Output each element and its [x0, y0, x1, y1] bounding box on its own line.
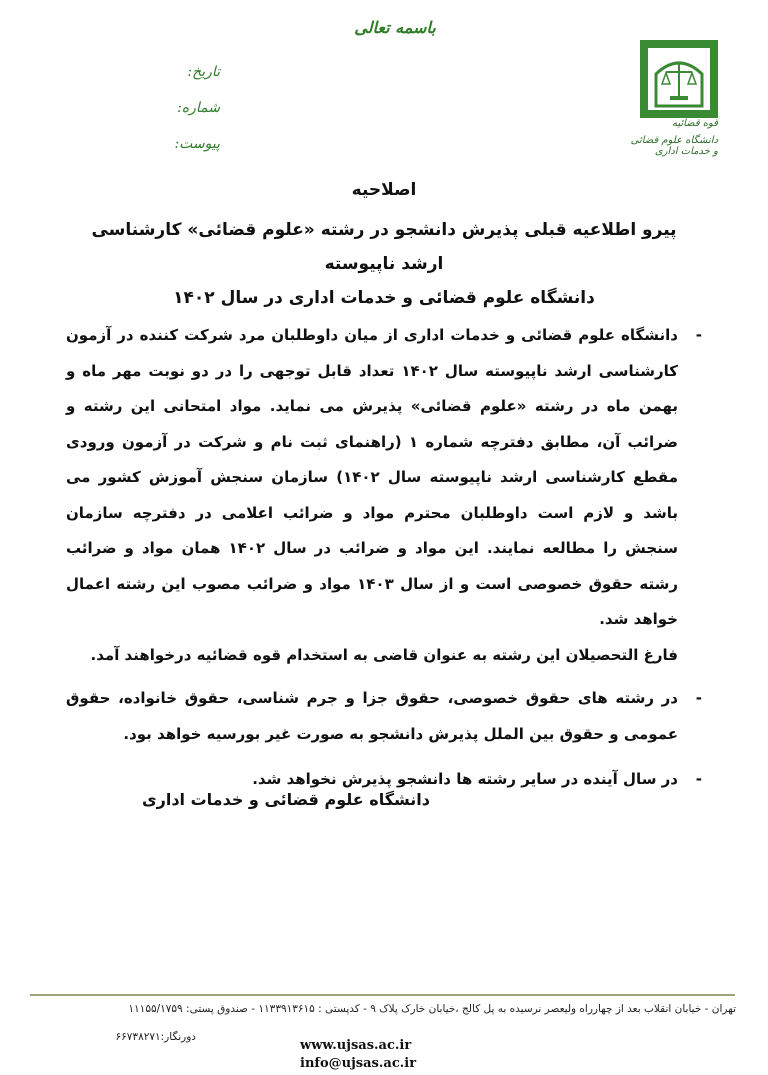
website-link[interactable]: www.ujsas.ac.ir	[300, 1038, 412, 1053]
footer-divider	[30, 994, 735, 996]
list-item-text: در سال آینده در سایر رشته ها دانشجو پذیرش نخواهد شد.	[252, 770, 678, 788]
list-item-text: در رشته های حقوق خصوصی، حقوق جزا و جرم شناسی، حقوق خانواده، حقوق عمومی و حقوق بین الملل پذیرش دانشجو به صورت غیر بورسیه خواهد بود.	[66, 689, 678, 743]
list-item-text: دانشگاه علوم قضائی و خدمات اداری از میان داوطلبان مرد شرکت کننده در آزمون کارشناسی ارشد ناپیوسته سال ۱۴۰۲ تعداد قابل توجهی را در دو نوبت مهر ماه و بهمن ماه در رشته «علوم قضائی» پذیرش می نماید. مواد امتحانی این رشته و ضرائب آن، مطابق دفترچه شماره ۱ (راهنمای ثبت نام و شرکت در آزمون ورودی مقطع کارشناسی ارشد ناپیوسته سال ۱۴۰۲) سازمان سنجش آموزش کشور می باشد و لازم است داوطلبان محترم مواد و ضرائب اعلامی در دفترچه سازمان سنجش را مطالعه نمایند. این مواد و ضرائب در سال ۱۴۰۲ همان مواد و ضرائب رشته حقوق خصوصی است و از سال ۱۴۰۳ مواد و ضرائب مصوب این رشته اعمال خواهد شد.	[66, 326, 679, 628]
email-link[interactable]: info@ujsas.ac.ir	[300, 1056, 417, 1071]
subtitle-line-2: دانشگاه علوم قضائی و خدمات اداری در سال ۱۴۰۲	[173, 288, 595, 308]
graduates-note: فارغ التحصیلان این رشته به عنوان قاضی به استخدام قوه قضائیه درخواهند آمد.	[90, 645, 678, 664]
number-label: شماره:	[177, 100, 220, 116]
logo-caption-line1: قوه قضائیه	[671, 118, 718, 129]
list-item	[66, 318, 702, 638]
list-item	[66, 681, 702, 752]
footer-contact	[300, 1037, 470, 1073]
bullet-dash: -	[695, 689, 702, 707]
bullet-dash: -	[695, 326, 702, 344]
announcement-body	[66, 318, 702, 798]
scale-base	[670, 96, 688, 100]
footer-fax: دورنگار:۶۶۷۳۸۲۷۱	[115, 1031, 196, 1043]
date-label: تاریخ:	[187, 64, 220, 80]
subtitle-line-1: پیرو اطلاعیه قبلی پذیرش دانشجو در رشته «علوم قضائی» کارشناسی ارشد ناپیوسته	[91, 220, 677, 274]
logo-caption-line2: دانشگاه علوم قضائی و خدمات اداری	[630, 135, 718, 157]
footer-address: تهران - خیابان انقلاب بعد از چهارراه ولیعصر نرسیده به پل کالج ،خیابان خارک پلاک ۹ - کدپستی : ۱۱۳۳۹۱۳۶۱۵ - صندوق پستی: ۱۱۱۵۵/۱۷۵۹	[128, 1003, 736, 1015]
document-subtitle	[70, 213, 698, 315]
bullet-dash: -	[695, 770, 702, 788]
attachment-label: پیوست:	[174, 136, 220, 152]
logo-caption	[628, 118, 718, 157]
signature: دانشگاه علوم قضائی و خدمات اداری	[141, 790, 430, 809]
document-title: اصلاحیه	[351, 180, 417, 200]
bismillah-header: باسمه تعالی	[354, 18, 436, 37]
